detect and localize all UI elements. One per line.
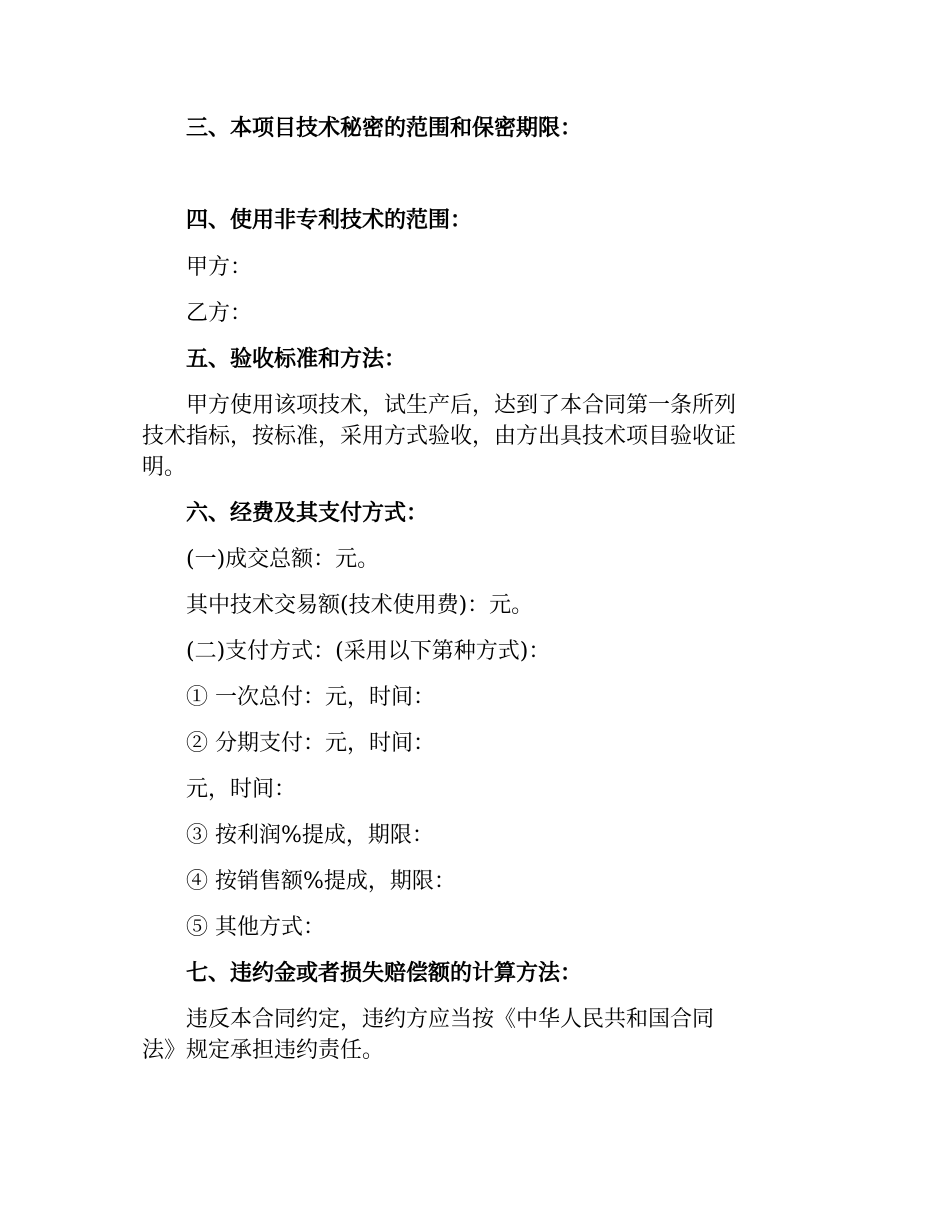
payment-option-3: ③ 按利润%提成，期限： — [186, 823, 434, 848]
payment-option-1: ① 一次总付：元，时间： — [186, 685, 435, 710]
paragraph-acceptance-line1: 甲方使用该项技术，试生产后，达到了本合同第一条所列 — [186, 393, 737, 418]
payment-option-5: ⑤ 其他方式： — [186, 915, 325, 940]
payment-option-2: ② 分期支付：元，时间： — [186, 731, 435, 756]
section-heading-7: 七、违约金或者损失赔偿额的计算方法： — [186, 961, 583, 986]
section-heading-4: 四、使用非专利技术的范围： — [186, 208, 473, 233]
section-heading-5: 五、验收标准和方法： — [186, 347, 407, 372]
party-b-line: 乙方： — [186, 301, 253, 326]
payment-option-4: ④ 按销售额%提成，期限： — [186, 869, 456, 894]
party-a-line: 甲方： — [186, 255, 253, 280]
paragraph-acceptance-line2: 技术指标，按标准，采用方式验收，由方出具技术项目验收证 — [142, 424, 737, 449]
total-amount-line: (一)成交总额：元。 — [186, 547, 380, 572]
paragraph-breach-line2: 法》规定承担违约责任。 — [142, 1038, 385, 1063]
payment-option-2-continued: 元，时间： — [186, 777, 297, 802]
paragraph-acceptance-line3: 明。 — [142, 455, 187, 480]
payment-method-line: (二)支付方式：(采用以下第种方式)： — [186, 639, 551, 664]
section-heading-3: 三、本项目技术秘密的范围和保密期限： — [186, 116, 583, 141]
paragraph-breach-line1: 违反本合同约定，违约方应当按《中华人民共和国合同 — [186, 1007, 715, 1032]
section-heading-6: 六、经费及其支付方式： — [186, 501, 429, 526]
tech-fee-line: 其中技术交易额(技术使用费)：元。 — [186, 593, 534, 618]
